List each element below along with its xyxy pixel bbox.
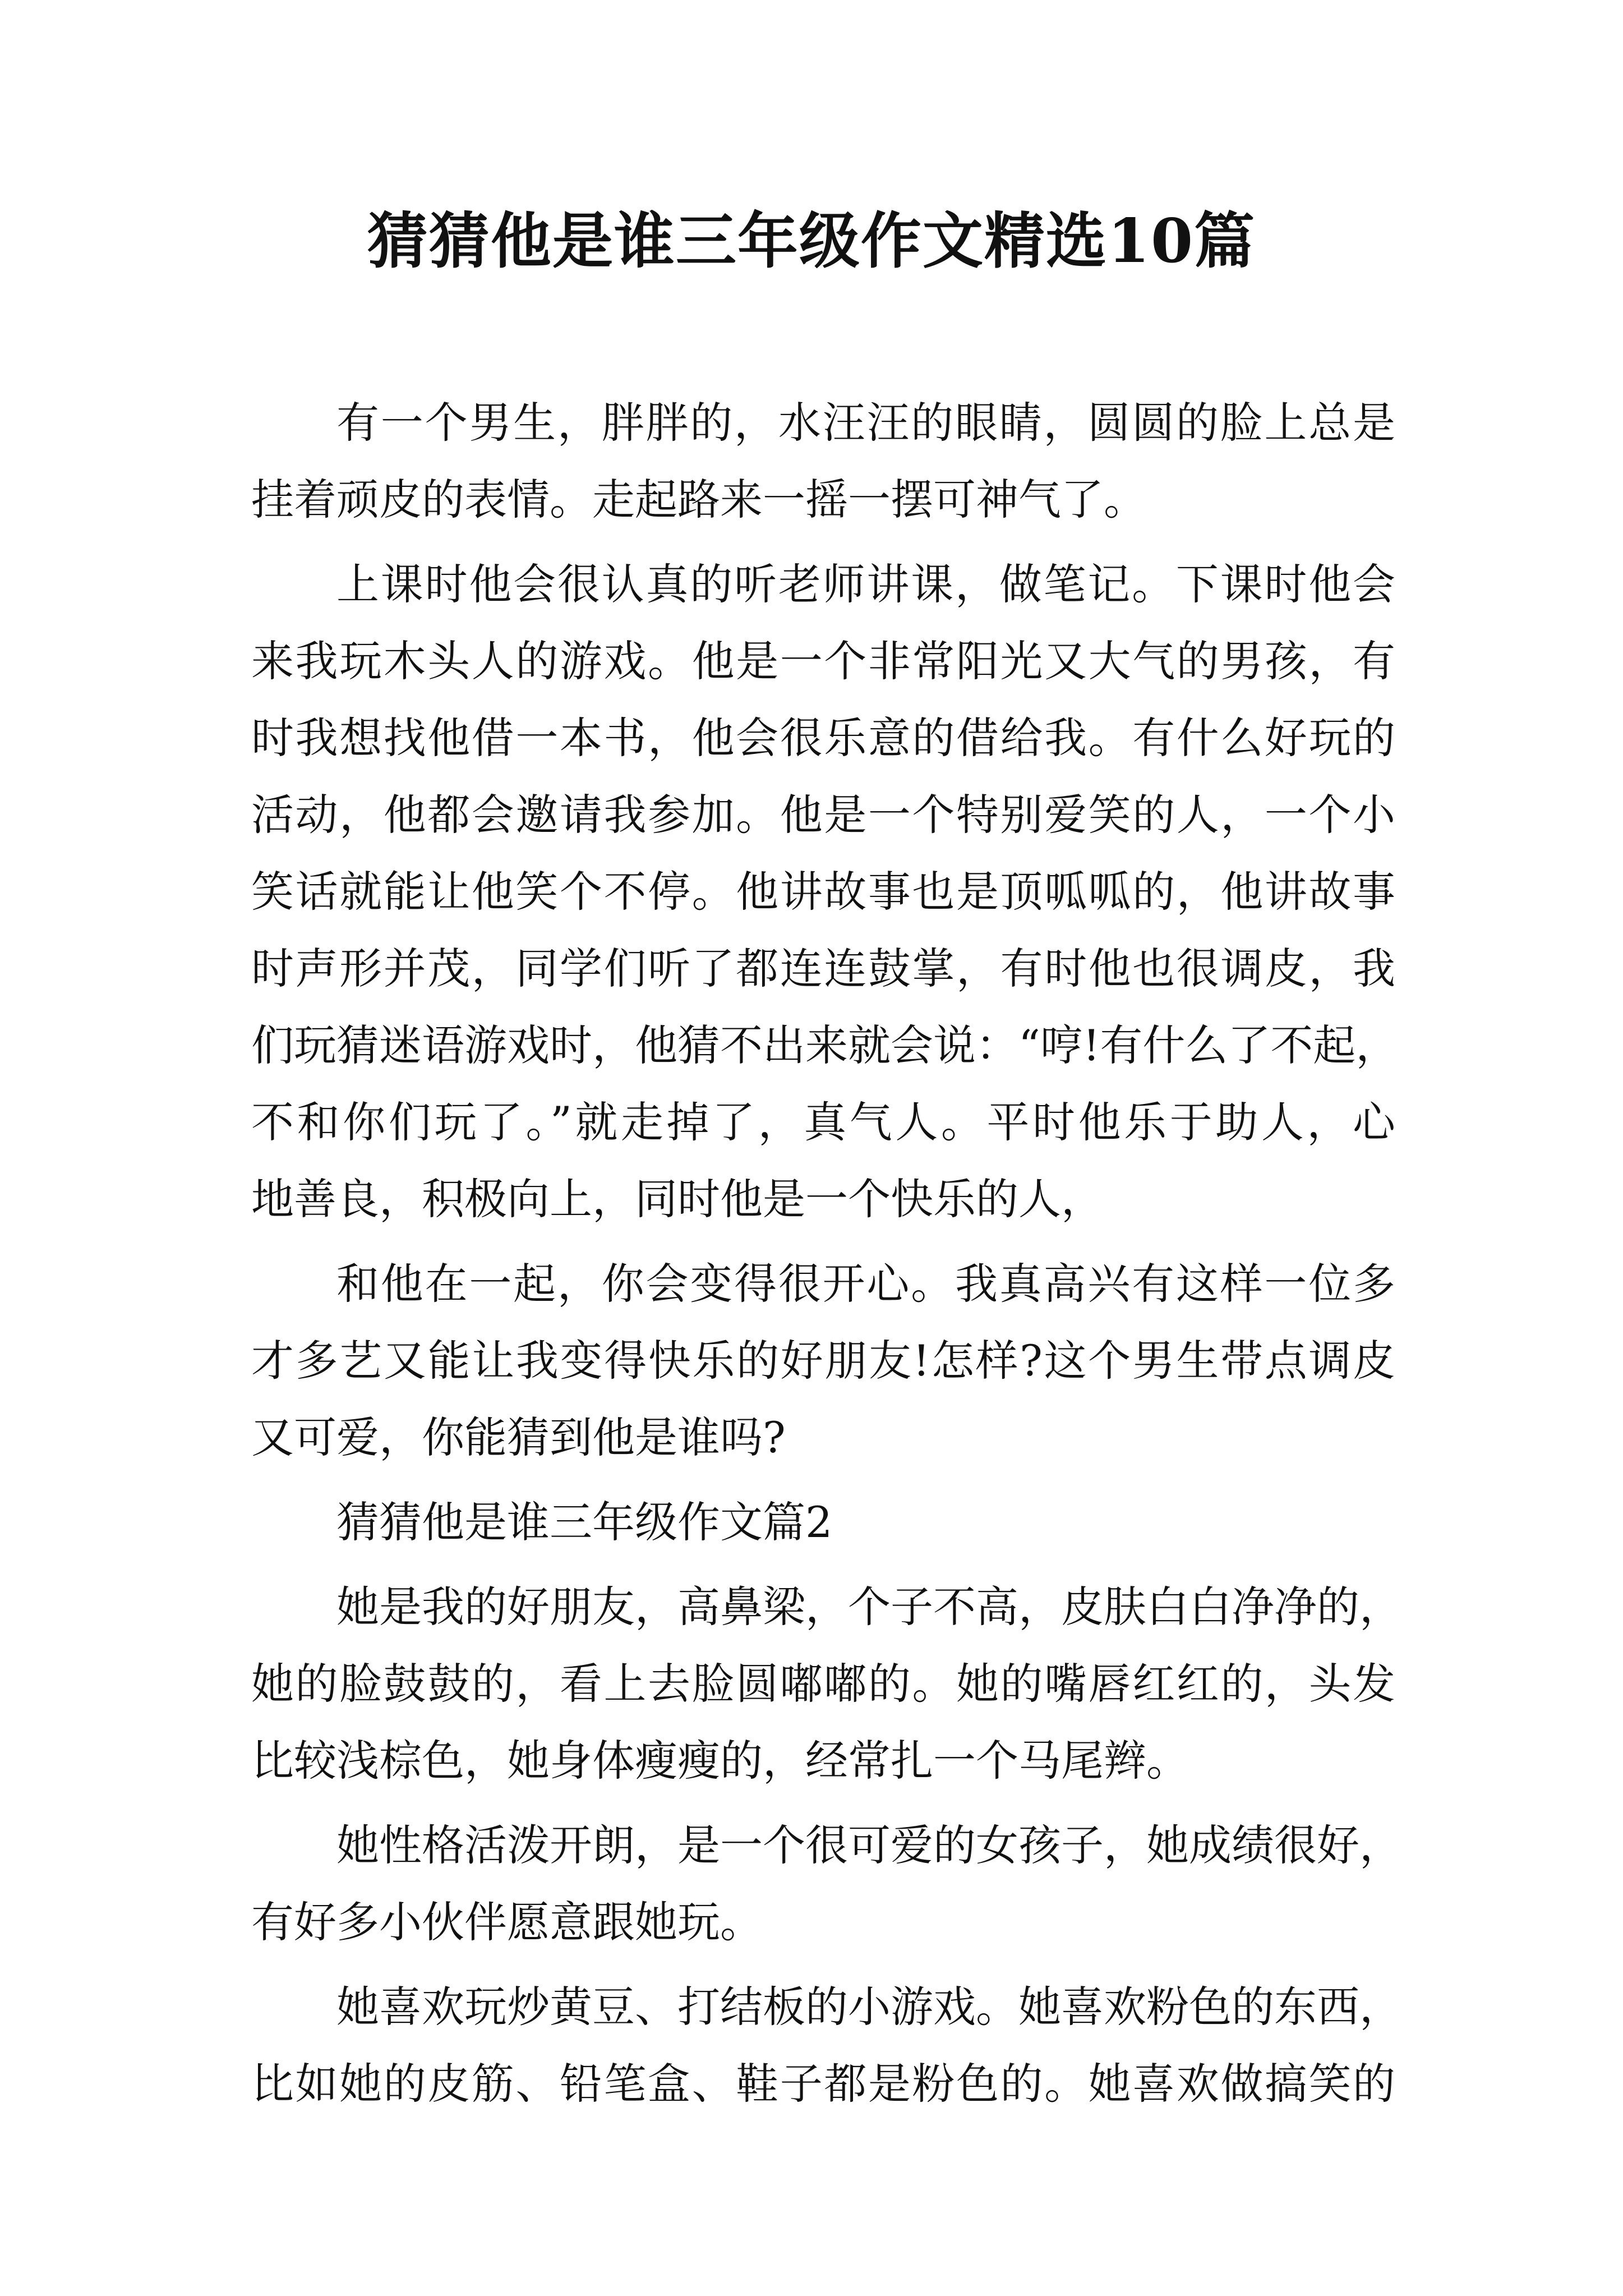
text-line: 她喜欢玩炒黄豆、打结板的小游戏。她喜欢粉色的东西， — [336, 1982, 1402, 2032]
text-line: 她是我的好朋友，高鼻梁，个子不高，皮肤白白净净的， — [336, 1582, 1402, 1632]
text-line: 她性格活泼开朗，是一个很可爱的女孩子，她成绩很好， — [336, 1820, 1402, 1870]
text-line: 有好多小伙伴愿意跟她玩。 — [251, 1897, 763, 1947]
text-line: 猜猜他是谁三年级作文篇2 — [336, 1497, 833, 1547]
text-line: 她的脸鼓鼓的，看上去脸圆嘟嘟的。她的嘴唇红红的，头发 — [251, 1659, 1395, 1709]
document-title: 猜猜他是谁三年级作文精选10篇 — [367, 206, 1256, 277]
document-body — [251, 384, 1402, 2122]
text-line: 上课时他会很认真的听老师讲课，做笔记。下课时他会 — [336, 559, 1395, 609]
text-line: 笑话就能让他笑个不停。他讲故事也是顶呱呱的，他讲故事 — [251, 867, 1395, 917]
text-line: 才多艺又能让我变得快乐的好朋友!怎样?这个男生带点调皮 — [251, 1336, 1395, 1386]
text-line: 比如她的皮筋、铅笔盒、鞋子都是粉色的。她喜欢做搞笑的 — [251, 2059, 1395, 2109]
text-line: 地善良，积极向上，同时他是一个快乐的人， — [251, 1174, 1104, 1224]
text-line: 比较浅棕色，她身体瘦瘦的，经常扎一个马尾辫。 — [251, 1736, 1189, 1786]
text-line: 有一个男生，胖胖的，水汪汪的眼睛，圆圆的脸上总是 — [336, 398, 1395, 448]
text-line: 活动，他都会邀请我参加。他是一个特别爱笑的人，一个小 — [251, 790, 1395, 840]
text-line: 来我玩木头人的游戏。他是一个非常阳光又大气的男孩，有 — [251, 636, 1395, 686]
text-line: 和他在一起，你会变得很开心。我真高兴有这样一位多 — [336, 1259, 1395, 1309]
text-line: 不和你们玩了。”就走掉了，真气人。平时他乐于助人，心 — [251, 1097, 1395, 1147]
text-line: 时声形并茂，同学们听了都连连鼓掌，有时他也很调皮，我 — [251, 944, 1395, 993]
text-line: 时我想找他借一本书，他会很乐意的借给我。有什么好玩的 — [251, 713, 1395, 763]
text-line: 们玩猜迷语游戏时，他猜不出来就会说：“哼!有什么了不起， — [251, 1020, 1399, 1070]
text-line: 挂着顽皮的表情。走起路来一摇一摆可神气了。 — [251, 475, 1146, 524]
text-line: 又可爱，你能猜到他是谁吗? — [251, 1412, 786, 1462]
